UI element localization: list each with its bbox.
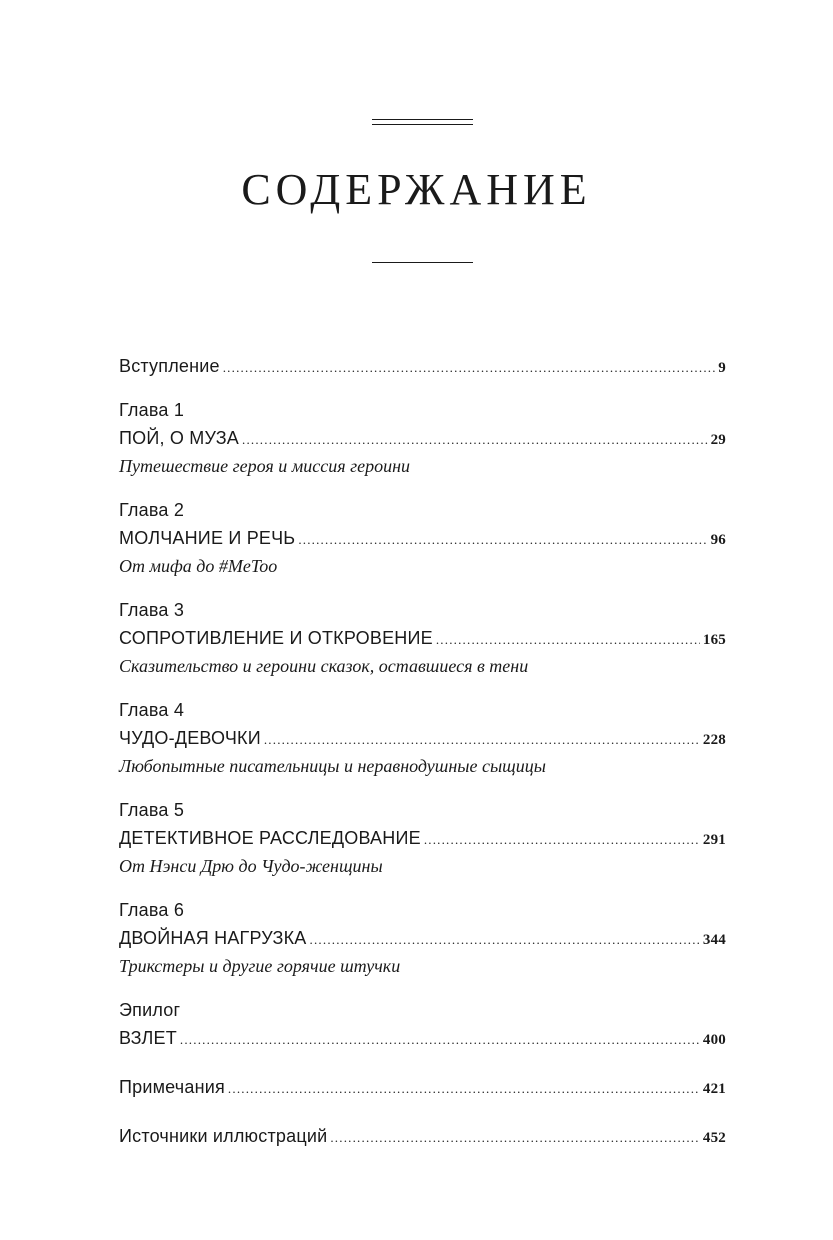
page-number: 9 xyxy=(718,360,726,376)
toc-line[interactable] xyxy=(119,924,726,952)
top-rule-2 xyxy=(372,124,473,125)
top-rule-1 xyxy=(372,119,473,120)
toc-line[interactable] xyxy=(119,424,726,452)
page-number: 421 xyxy=(702,1081,726,1097)
page-number: 165 xyxy=(702,632,726,648)
page-number: 452 xyxy=(702,1130,726,1146)
chapter-subtitle: От Нэнси Дрю до Чудо-женщины xyxy=(119,856,383,876)
toc-line[interactable] xyxy=(119,1122,726,1150)
chapter-subtitle: Путешествие героя и миссия героини xyxy=(119,456,411,476)
entry-title: ПОЙ, О МУЗА xyxy=(119,428,239,448)
chapter-subtitle: Любопытные писательницы и неравнодушные сыщицы xyxy=(119,756,546,776)
page-number: 29 xyxy=(710,432,726,448)
chapter-subtitle: От мифа до #MeToo xyxy=(119,556,278,576)
page-number: 96 xyxy=(710,532,726,548)
toc-entry-chapter-4 xyxy=(119,696,726,780)
page-number: 291 xyxy=(702,832,726,848)
entry-title: ЧУДО-ДЕВОЧКИ xyxy=(119,728,261,748)
chapter-label: Глава 6 xyxy=(119,900,185,920)
chapter-subtitle: Сказительство и героини сказок, оставшиеся в тени xyxy=(119,656,529,676)
dot-leader xyxy=(310,926,700,954)
entry-title: Источники иллюстраций xyxy=(119,1126,328,1146)
toc-entry-epilogue xyxy=(119,996,726,1052)
toc-entry-chapter-3 xyxy=(119,596,726,680)
toc-entry-chapter-2 xyxy=(119,496,726,580)
dot-leader xyxy=(436,626,700,654)
dot-leader xyxy=(264,726,700,754)
page-title: СОДЕРЖАНИЕ xyxy=(241,165,592,214)
chapter-subtitle: Трикстеры и другие горячие штучки xyxy=(119,956,401,976)
page-number: 228 xyxy=(702,732,726,748)
toc-entry-illustration-sources xyxy=(119,1122,726,1150)
chapter-label: Глава 1 xyxy=(119,400,185,420)
toc-line[interactable] xyxy=(119,1024,726,1052)
entry-title: ДЕТЕКТИВНОЕ РАССЛЕДОВАНИЕ xyxy=(119,828,421,848)
page-number: 400 xyxy=(702,1032,726,1048)
toc-line[interactable] xyxy=(119,824,726,852)
toc-entry-chapter-1 xyxy=(119,396,726,480)
toc-entry-intro xyxy=(119,352,726,380)
entry-title: СОПРОТИВЛЕНИЕ И ОТКРОВЕНИЕ xyxy=(119,628,433,648)
toc-entry-notes xyxy=(119,1073,726,1101)
dot-leader xyxy=(242,426,708,454)
title-rule xyxy=(372,262,473,263)
toc-entry-chapter-5 xyxy=(119,796,726,880)
toc-line[interactable] xyxy=(119,724,726,752)
dot-leader xyxy=(424,826,700,854)
dot-leader xyxy=(298,526,707,554)
toc-line[interactable] xyxy=(119,524,726,552)
entry-title: МОЛЧАНИЕ И РЕЧЬ xyxy=(119,528,296,548)
toc-line[interactable] xyxy=(119,1073,726,1101)
toc-line[interactable] xyxy=(119,352,726,380)
page-number: 344 xyxy=(702,932,726,948)
entry-title: Вступление xyxy=(119,356,220,376)
dot-leader xyxy=(180,1026,700,1054)
dot-leader xyxy=(223,354,716,382)
chapter-label: Глава 5 xyxy=(119,800,185,820)
dot-leader xyxy=(330,1124,700,1152)
dot-leader xyxy=(228,1075,700,1103)
entry-title: ДВОЙНАЯ НАГРУЗКА xyxy=(119,928,307,948)
chapter-label: Глава 2 xyxy=(119,500,185,520)
chapter-label: Глава 3 xyxy=(119,600,185,620)
entry-title: Примечания xyxy=(119,1077,225,1097)
chapter-label: Глава 4 xyxy=(119,700,185,720)
toc-entry-chapter-6 xyxy=(119,896,726,980)
toc-line[interactable] xyxy=(119,624,726,652)
chapter-label: Эпилог xyxy=(119,1000,181,1020)
entry-title: ВЗЛЕТ xyxy=(119,1028,177,1048)
